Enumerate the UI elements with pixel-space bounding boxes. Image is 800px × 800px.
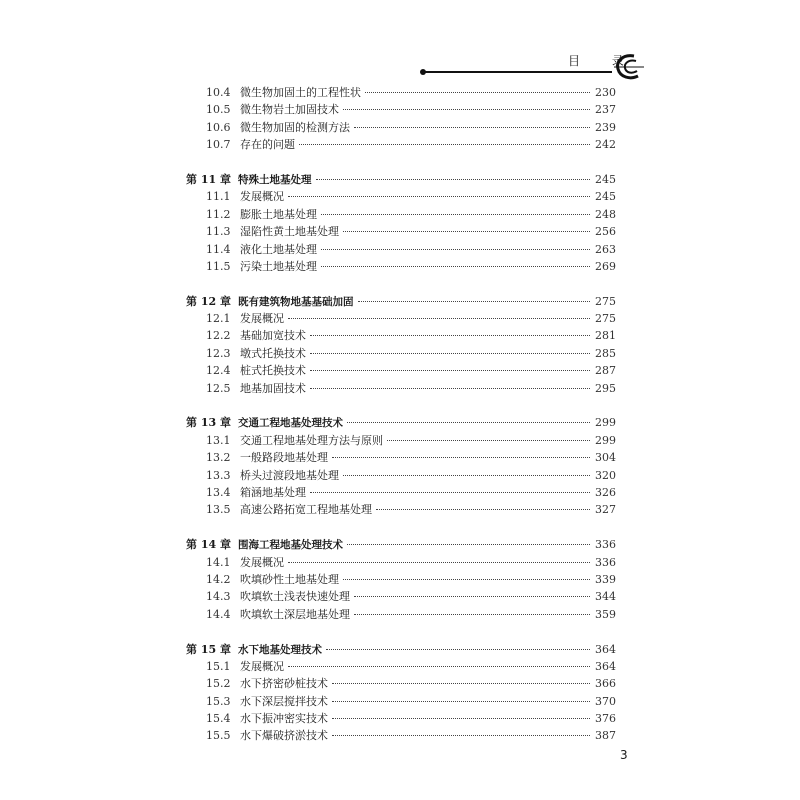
toc-entry-title: 发展概况 <box>240 659 284 673</box>
toc-section-entry[interactable] <box>186 188 616 205</box>
toc-entry-number: 第 13 章 <box>186 416 231 430</box>
toc-entry-page: 275 <box>595 294 616 308</box>
toc-entry-number: 11.5 <box>206 259 231 273</box>
toc-entry-page: 339 <box>595 572 616 586</box>
toc-entry-title: 基础加宽技术 <box>240 329 306 343</box>
toc-entry-page: 281 <box>595 329 616 343</box>
toc-entry-title: 围海工程地基处理技术 <box>238 539 343 552</box>
toc-dot-leader <box>326 649 590 650</box>
toc-dot-leader <box>321 214 590 215</box>
toc-entry-number: 14.4 <box>206 607 231 621</box>
toc-entry-title: 水下地基处理技术 <box>238 643 322 656</box>
toc-dot-leader <box>343 579 590 580</box>
toc-dot-leader <box>354 614 590 615</box>
toc-entry-title: 吹填软土浅表快速处理 <box>240 590 350 604</box>
toc-entry-title: 吹填软土深层地基处理 <box>240 607 350 621</box>
toc-section-entry[interactable] <box>186 606 616 623</box>
toc-entry-number: 12.4 <box>206 364 231 378</box>
toc-section-entry[interactable] <box>186 345 616 362</box>
toc-entry-title: 液化土地基处理 <box>240 242 317 256</box>
toc-section-entry[interactable] <box>186 136 616 153</box>
toc-chapter-entry[interactable] <box>186 641 616 658</box>
toc-section-entry[interactable] <box>186 432 616 449</box>
toc-dot-leader <box>343 475 590 476</box>
toc-dot-leader <box>310 492 590 493</box>
toc-section-entry[interactable] <box>186 119 616 136</box>
toc-entry-page: 326 <box>595 485 616 499</box>
toc-entry-number: 13.2 <box>206 451 231 465</box>
toc-dot-leader <box>310 353 590 354</box>
toc-entry-title: 微生物加固的检测方法 <box>240 120 350 134</box>
toc-dot-leader <box>310 335 590 336</box>
page-number: 3 <box>620 748 628 762</box>
toc-entry-title: 膨胀土地基处理 <box>240 207 317 221</box>
toc-entry-number: 12.5 <box>206 381 231 395</box>
toc-entry-page: 287 <box>595 364 616 378</box>
toc-entry-page: 304 <box>595 451 616 465</box>
toc-entry-title: 湿陷性黄土地基处理 <box>240 225 339 239</box>
toc-dot-leader <box>321 266 590 267</box>
header-rule <box>424 71 612 73</box>
toc-entry-page: 364 <box>595 659 616 673</box>
toc-entry-title: 特殊土地基处理 <box>238 173 312 186</box>
toc-entry-title: 桥头过渡段地基处理 <box>240 468 339 482</box>
toc-section-entry[interactable] <box>186 727 616 744</box>
toc-entry-title: 墩式托换技术 <box>240 346 306 360</box>
toc-entry-title: 既有建筑物地基基础加固 <box>238 295 354 308</box>
toc-dot-leader <box>347 544 590 545</box>
toc-entry-title: 地基加固技术 <box>240 381 306 395</box>
toc-entry-number: 第 15 章 <box>186 642 231 656</box>
toc-entry-title: 箱涵地基处理 <box>240 485 306 499</box>
toc-section-entry[interactable] <box>186 449 616 466</box>
toc-entry-number: 10.4 <box>206 86 231 99</box>
section-gap <box>186 397 616 414</box>
toc-entry-page: 239 <box>595 120 616 134</box>
section-gap <box>186 154 616 171</box>
toc-entry-title: 水下振冲密实技术 <box>240 712 328 726</box>
toc-entry-page: 327 <box>595 503 616 517</box>
toc-entry-page: 285 <box>595 346 616 360</box>
toc-entry-page: 295 <box>595 381 616 395</box>
toc-entry-page: 256 <box>595 225 616 239</box>
toc-section-entry[interactable] <box>186 101 616 118</box>
toc-entry-page: 237 <box>595 103 616 117</box>
toc-dot-leader <box>376 509 590 510</box>
running-header-title: 目 录 <box>568 54 638 68</box>
toc-entry-number: 14.2 <box>206 572 231 586</box>
toc-entry-number: 10.6 <box>206 120 231 134</box>
toc-entry-number: 第 12 章 <box>186 294 231 308</box>
toc-section-entry[interactable] <box>186 554 616 571</box>
toc-section-entry[interactable] <box>186 693 616 710</box>
toc-chapter-entry[interactable] <box>186 536 616 553</box>
toc-entry-title: 桩式托换技术 <box>240 364 306 378</box>
toc-dot-leader <box>387 440 590 441</box>
toc-entry-number: 11.1 <box>206 190 231 204</box>
toc-entry-title: 存在的问题 <box>240 138 295 152</box>
toc-entry-number: 13.4 <box>206 485 231 499</box>
toc-entry-page: 336 <box>595 555 616 569</box>
toc-dot-leader <box>354 127 590 128</box>
toc-entry-number: 第 11 章 <box>186 172 231 186</box>
toc-entry-title: 微生物加固土的工程性状 <box>240 86 361 99</box>
toc-dot-leader <box>332 718 590 719</box>
toc-section-entry[interactable] <box>186 223 616 240</box>
toc-section-entry[interactable] <box>186 501 616 518</box>
toc-entry-page: 299 <box>595 416 616 430</box>
toc-entry-page: 248 <box>595 207 616 221</box>
section-gap <box>186 275 616 292</box>
toc-section-entry[interactable] <box>186 206 616 223</box>
toc-entry-number: 13.5 <box>206 503 231 517</box>
toc-entry-title: 交通工程地基处理方法与原则 <box>240 433 383 447</box>
toc-entry-title: 发展概况 <box>240 555 284 569</box>
toc-entry-title: 微生物岩土加固技术 <box>240 103 339 117</box>
toc-section-entry[interactable] <box>186 241 616 258</box>
toc-entry-page: 370 <box>595 694 616 708</box>
toc-entry-page: 336 <box>595 538 616 552</box>
toc-entry-page: 344 <box>595 590 616 604</box>
toc-section-entry[interactable] <box>186 258 616 275</box>
chapter-ornament-icon <box>612 52 646 82</box>
toc-entry-page: 320 <box>595 468 616 482</box>
toc-dot-leader <box>332 701 590 702</box>
toc-section-entry[interactable] <box>186 658 616 675</box>
toc-entry-page: 275 <box>595 312 616 326</box>
toc-dot-leader <box>321 249 590 250</box>
toc-entry-number: 15.5 <box>206 729 231 743</box>
toc-entry-title: 水下爆破挤淤技术 <box>240 729 328 743</box>
toc-entry-title: 一般路段地基处理 <box>240 451 328 465</box>
toc-entry-page: 269 <box>595 259 616 273</box>
toc-section-entry[interactable] <box>186 484 616 501</box>
toc-entry-number: 11.2 <box>206 207 231 221</box>
toc-entry-number: 15.1 <box>206 659 231 673</box>
toc-entry-number: 11.4 <box>206 242 231 256</box>
toc-entry-number: 12.1 <box>206 312 231 326</box>
toc-entry-title: 发展概况 <box>240 312 284 326</box>
toc-section-entry[interactable] <box>186 310 616 327</box>
toc-dot-leader <box>299 144 590 145</box>
table-of-contents <box>186 84 616 745</box>
toc-entry-page: 230 <box>595 86 616 99</box>
toc-dot-leader <box>310 370 590 371</box>
toc-section-entry[interactable] <box>186 710 616 727</box>
toc-entry-number: 13.1 <box>206 433 231 447</box>
toc-entry-page: 299 <box>595 433 616 447</box>
toc-section-entry[interactable] <box>186 467 616 484</box>
toc-entry-page: 387 <box>595 729 616 743</box>
toc-chapter-entry[interactable] <box>186 171 616 188</box>
toc-entry-title: 发展概况 <box>240 190 284 204</box>
toc-entry-number: 10.5 <box>206 103 231 117</box>
toc-dot-leader <box>347 422 590 423</box>
toc-chapter-entry[interactable] <box>186 414 616 431</box>
toc-entry-title: 污染土地基处理 <box>240 259 317 273</box>
toc-entry-number: 12.2 <box>206 329 231 343</box>
toc-section-entry[interactable] <box>186 571 616 588</box>
toc-chapter-entry[interactable] <box>186 293 616 310</box>
toc-section-entry[interactable] <box>186 380 616 397</box>
section-gap <box>186 623 616 640</box>
toc-entry-page: 263 <box>595 242 616 256</box>
toc-entry-page: 245 <box>595 190 616 204</box>
toc-dot-leader <box>343 109 590 110</box>
toc-dot-leader <box>316 179 591 180</box>
toc-entry-page: 245 <box>595 172 616 186</box>
toc-dot-leader <box>332 683 590 684</box>
toc-entry-number: 14.3 <box>206 590 231 604</box>
section-gap <box>186 519 616 536</box>
toc-entry-title: 水下深层搅拌技术 <box>240 694 328 708</box>
toc-dot-leader <box>288 562 590 563</box>
toc-entry-title: 水下挤密砂桩技术 <box>240 677 328 691</box>
toc-entry-page: 376 <box>595 712 616 726</box>
toc-section-entry[interactable] <box>186 675 616 692</box>
toc-dot-leader <box>288 666 590 667</box>
toc-entry-title: 高速公路拓宽工程地基处理 <box>240 503 372 517</box>
toc-dot-leader <box>358 301 591 302</box>
toc-entry-number: 12.3 <box>206 346 231 360</box>
toc-entry-number: 15.4 <box>206 712 231 726</box>
toc-section-entry[interactable] <box>186 327 616 344</box>
toc-entry-title: 吹填砂性土地基处理 <box>240 572 339 586</box>
toc-entry-page: 359 <box>595 607 616 621</box>
toc-dot-leader <box>288 318 590 319</box>
toc-entry-page: 242 <box>595 138 616 152</box>
toc-dot-leader <box>365 92 590 93</box>
toc-dot-leader <box>343 231 590 232</box>
toc-entry-title: 交通工程地基处理技术 <box>238 417 343 430</box>
toc-dot-leader <box>354 596 590 597</box>
toc-entry-page: 364 <box>595 642 616 656</box>
toc-dot-leader <box>310 388 590 389</box>
toc-entry-number: 13.3 <box>206 468 231 482</box>
toc-dot-leader <box>332 735 590 736</box>
toc-entry-number: 10.7 <box>206 138 231 152</box>
toc-section-entry[interactable] <box>186 588 616 605</box>
toc-entry-number: 第 14 章 <box>186 538 231 552</box>
toc-entry-number: 11.3 <box>206 225 231 239</box>
toc-section-entry[interactable] <box>186 362 616 379</box>
toc-entry-number: 15.2 <box>206 677 231 691</box>
toc-dot-leader <box>288 196 590 197</box>
toc-dot-leader <box>332 457 590 458</box>
toc-entry-page: 366 <box>595 677 616 691</box>
toc-entry-number: 14.1 <box>206 555 231 569</box>
toc-entry-number: 15.3 <box>206 694 231 708</box>
toc-section-entry[interactable] <box>186 84 616 101</box>
